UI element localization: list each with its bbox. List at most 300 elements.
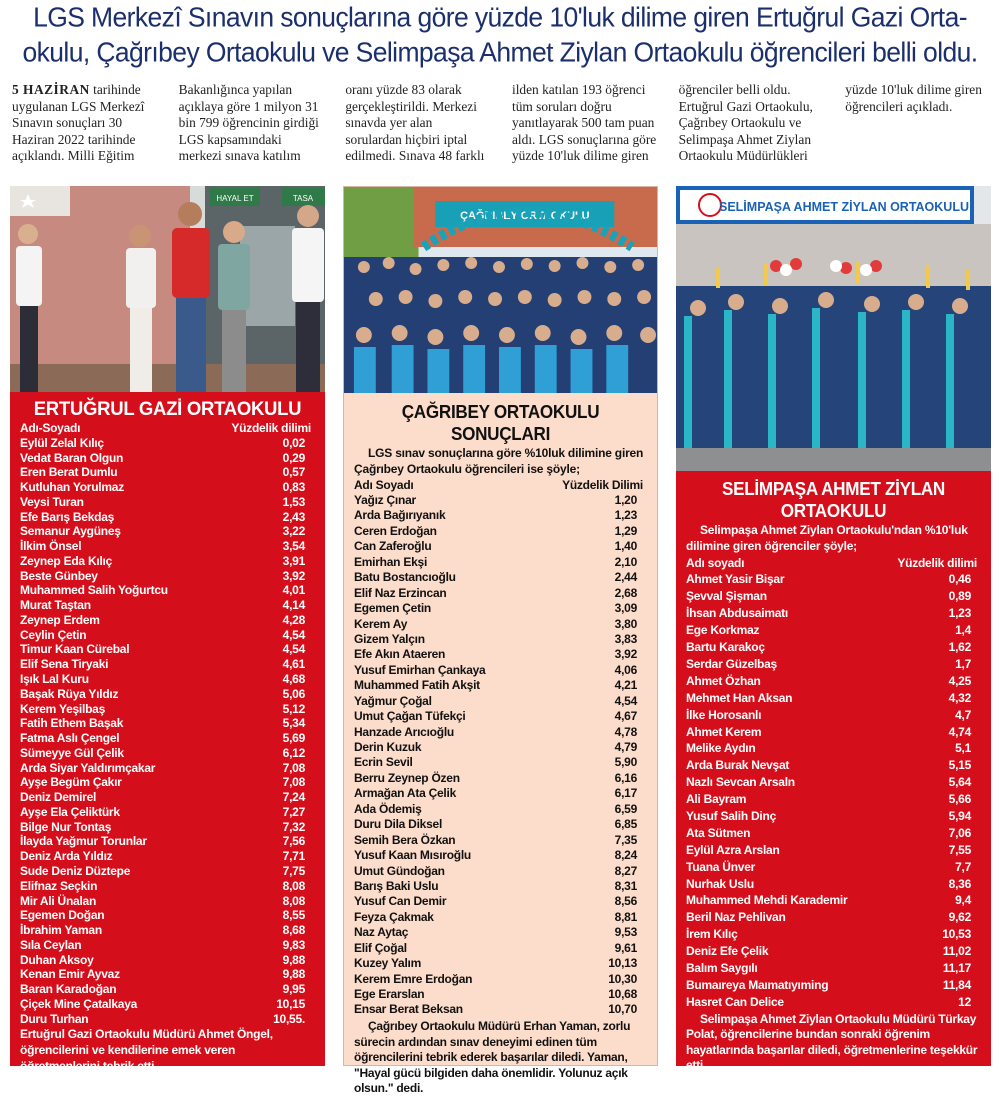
- percentile-value: 4,06: [614, 662, 637, 677]
- student-name: Duru Dila Diksel: [354, 817, 443, 832]
- percentile-value: 11,84: [942, 977, 971, 992]
- table-row: [20, 864, 315, 879]
- sign-tasa: TASA: [292, 194, 314, 203]
- percentile-value: 3,09: [614, 601, 637, 616]
- student-name: Çiçek Mine Çatalkaya: [20, 996, 138, 1011]
- student-name: Armağan Ata Çelik: [354, 786, 457, 801]
- percentile-value: 5,12: [282, 701, 305, 716]
- table-row: [20, 746, 315, 761]
- ertugrul-gazi-section: [10, 186, 325, 1073]
- table-row: [20, 938, 315, 953]
- percentile-value: 7,71: [282, 849, 305, 864]
- table-row: [686, 977, 981, 994]
- table-row: [686, 639, 981, 656]
- student-name: Ceren Erdoğan: [354, 523, 437, 538]
- student-name: Semanur Aygüneş: [20, 524, 121, 539]
- table-row: [354, 601, 647, 616]
- student-name: İrem Kılıç: [686, 927, 738, 942]
- percentile-value: 5,64: [948, 775, 971, 790]
- percentile-value: 8,81: [614, 909, 637, 924]
- student-name: Nazlı Sevcan Arsaln: [686, 775, 795, 790]
- percentile-value: 4,74: [948, 724, 971, 739]
- percentile-value: 4,78: [614, 724, 637, 739]
- selimpasa-graduation-photo: [676, 186, 991, 471]
- table-row: [354, 524, 647, 539]
- table-row: [20, 465, 315, 480]
- percentile-value: 5,69: [282, 731, 305, 746]
- student-name: Melike Aydın: [686, 741, 756, 756]
- student-name: İlayda Yağmur Torunlar: [20, 834, 147, 849]
- student-name: Kerem Emre Erdoğan: [354, 971, 473, 986]
- table-row: [20, 997, 315, 1012]
- percentile-value: 6,59: [614, 801, 637, 816]
- percentile-value: 8,31: [614, 878, 637, 893]
- table-row: [20, 554, 315, 569]
- sign-hayal-et: HAYAL ET: [216, 194, 254, 203]
- student-name: Ayşe Ela Çeliktürk: [20, 804, 120, 819]
- table-row: [354, 539, 647, 554]
- student-name: Ceylin Çetin: [20, 627, 87, 642]
- author-signature: Renginar SALİ: [898, 1076, 981, 1091]
- student-name: Tuana Ünver: [686, 859, 756, 874]
- table-row: [686, 757, 981, 774]
- table-row: [686, 994, 981, 1011]
- table-row: [20, 834, 315, 849]
- percentile-value: 7,7: [955, 859, 971, 874]
- percentile-value: 7,56: [282, 834, 305, 849]
- table-row: [354, 1002, 647, 1017]
- student-name: Vedat Baran Olgun: [20, 450, 124, 465]
- student-name: Kerem Ay: [354, 616, 408, 631]
- table-row: [354, 755, 647, 770]
- student-name: Elifnaz Seçkin: [20, 878, 98, 893]
- table-row: [20, 702, 315, 717]
- student-name: Bilge Nur Tontaş: [20, 819, 112, 834]
- percentile-value: 3,83: [614, 631, 637, 646]
- student-name: Muhammed Mehdi Karademir: [686, 893, 848, 908]
- student-name: Can Zaferoğlu: [354, 539, 432, 554]
- table-row: [686, 571, 981, 588]
- student-name: Hasret Can Delice: [686, 994, 784, 1009]
- percentile-value: 0,89: [948, 589, 971, 604]
- table-row: [20, 967, 315, 982]
- student-name: Yusuf Can Demir: [354, 894, 447, 909]
- intro-body: tarihinde uygulanan LGS Merkezî Sınavın sonuçları 30 Haziran 2022 tarihinde açıklandı. Milli Eğitim Bakanlığınca yapılan açıklaya göre 1 milyon 31 bin 799 öğrencinin girdiği LGS kapsamındaki merkezi sınava katılım oranı yüzde 83 olarak gerçekleştirildi. Merkezi sınavda yer alan sorulardan hiçbiri iptal edilmedi. Sınava 48 farklı ilden katılan 193 öğrenci tüm soruları doğru yanıtlayarak 500 tam puan aldı. LGS sonuçlarına göre yüzde 10'luk dilime giren öğrenciler belli oldu. Ertuğrul Gazi Ortaokulu, Çağrıbey Ortaokulu ve Selimpaşa Ahmet Ziylan Ortaokulu Müdürlükleri yüzde 10'luk dilime giren öğrencileri açıkladı.: [12, 82, 982, 163]
- table-row: [20, 480, 315, 495]
- student-name: Baran Karadoğan: [20, 982, 117, 997]
- percentile-value: 7,24: [282, 790, 305, 805]
- table-row: [354, 771, 647, 786]
- percentile-value: 4,25: [948, 673, 971, 688]
- table-row: [20, 451, 315, 466]
- percentile-value: 4,32: [948, 690, 971, 705]
- student-name: Elif Sena Tiryaki: [20, 657, 109, 672]
- cagribey-col-name: Adı Soyadı: [354, 477, 414, 492]
- student-name: Efe Akın Ataeren: [354, 647, 446, 662]
- student-name: Mehmet Han Aksan: [686, 690, 793, 705]
- selimpasa-intro: Selimpaşa Ahmet Ziylan Ortaokulu'ndan %10'luk dilimine giren öğrenciler şöyle;: [686, 523, 968, 553]
- percentile-value: 9,4: [955, 893, 971, 908]
- percentile-value: 5,94: [948, 808, 971, 823]
- table-row: [686, 892, 981, 909]
- table-row: [354, 586, 647, 601]
- student-name: Ensar Berat Beksan: [354, 1002, 463, 1017]
- table-row: [20, 628, 315, 643]
- student-name: Eylül Zelal Kılıç: [20, 435, 104, 450]
- percentile-value: 4,01: [282, 583, 305, 598]
- percentile-value: 5,66: [948, 792, 971, 807]
- student-name: Feyza Çakmak: [354, 909, 434, 924]
- student-name: Arda Burak Nevşat: [686, 758, 790, 773]
- percentile-value: 1,20: [614, 493, 637, 508]
- percentile-value: 4,67: [614, 709, 637, 724]
- percentile-value: 11,02: [942, 944, 971, 959]
- student-name: Ege Erarslan: [354, 987, 425, 1002]
- table-row: [354, 493, 647, 508]
- student-name: Naz Aytaç: [354, 925, 409, 940]
- student-name: Muhammed Fatih Akşit: [354, 678, 480, 693]
- percentile-value: 10,53: [942, 927, 971, 942]
- table-row: [686, 605, 981, 622]
- percentile-value: 11,17: [942, 960, 971, 975]
- table-row: [20, 598, 315, 613]
- table-row: [20, 953, 315, 968]
- percentile-value: 1,62: [948, 640, 971, 655]
- percentile-value: 7,55: [948, 842, 971, 857]
- student-name: Batu Bostancıoğlu: [354, 570, 456, 585]
- student-name: İlke Horosanlı: [686, 707, 762, 722]
- student-name: Derin Kuzuk: [354, 740, 422, 755]
- table-row: [354, 709, 647, 724]
- percentile-value: 5,1: [955, 741, 971, 756]
- percentile-value: 9,53: [614, 925, 637, 940]
- percentile-value: 4,14: [282, 598, 305, 613]
- table-row: [354, 817, 647, 832]
- student-name: Veysi Turan: [20, 494, 84, 509]
- student-name: Sümeyye Gül Çelik: [20, 745, 124, 760]
- table-row: [354, 663, 647, 678]
- intro-text: [12, 82, 990, 182]
- table-row: [686, 926, 981, 943]
- student-name: Işık Lal Kuru: [20, 672, 89, 687]
- percentile-value: 10,55.: [273, 1011, 305, 1026]
- student-name: Yusuf Emirhan Çankaya: [354, 662, 486, 677]
- table-row: [20, 775, 315, 790]
- student-name: Yağız Çınar: [354, 493, 416, 508]
- table-row: [20, 583, 315, 598]
- percentile-value: 4,28: [282, 612, 305, 627]
- student-name: Arda Siyar Yaldırımçakar: [20, 760, 156, 775]
- student-name: Duru Turhan: [20, 1011, 89, 1026]
- student-name: Bumaıreya Maımatıyıming: [686, 977, 829, 992]
- selimpasa-results-box: [676, 478, 991, 1091]
- student-name: Beril Naz Pehlivan: [686, 910, 786, 925]
- table-row: [354, 647, 647, 662]
- student-name: Ali Bayram: [686, 792, 747, 807]
- percentile-value: 9,61: [614, 940, 637, 955]
- student-name: Deniz Demirel: [20, 790, 97, 805]
- percentile-value: 0,02: [282, 435, 305, 450]
- table-row: [20, 436, 315, 451]
- student-name: Eren Berat Dumlu: [20, 465, 118, 480]
- table-row: [354, 987, 647, 1002]
- student-name: Şevval Şişman: [686, 589, 767, 604]
- percentile-value: 2,44: [614, 570, 637, 585]
- student-name: Hanzade Arıcıoğlu: [354, 724, 454, 739]
- student-name: Ahmet Özhan: [686, 673, 761, 688]
- percentile-value: 0,57: [282, 465, 305, 480]
- percentile-value: 4,68: [282, 672, 305, 687]
- student-name: Yağmur Çoğal: [354, 693, 432, 708]
- percentile-value: 7,08: [282, 760, 305, 775]
- student-name: Fatih Ethem Başak: [20, 716, 124, 731]
- student-name: Sude Deniz Düztepe: [20, 863, 131, 878]
- student-name: Berru Zeynep Özen: [354, 770, 460, 785]
- table-row: [20, 894, 315, 909]
- percentile-value: 5,90: [614, 755, 637, 770]
- percentile-value: 8,68: [282, 923, 305, 938]
- student-name: Ege Korkmaz: [686, 623, 760, 638]
- table-row: [20, 908, 315, 923]
- table-row: [20, 657, 315, 672]
- table-row: [20, 805, 315, 820]
- table-row: [20, 510, 315, 525]
- table-row: [20, 820, 315, 835]
- percentile-value: 1,23: [614, 508, 637, 523]
- table-row: [20, 982, 315, 997]
- selimpasa-header-row: [686, 555, 981, 572]
- cagribey-results-box: [344, 401, 657, 1096]
- table-row: [686, 724, 981, 741]
- selimpasa-title: SELİMPAŞA AHMET ZİYLAN ORTAOKULU: [721, 479, 945, 521]
- student-name: Başak Rüya Yıldız: [20, 686, 119, 701]
- percentile-value: 4,54: [282, 642, 305, 657]
- ertugrul-students-photo: [10, 186, 325, 392]
- percentile-value: 7,32: [282, 819, 305, 834]
- table-row: [686, 622, 981, 639]
- student-name: Kenan Emir Ayvaz: [20, 967, 120, 982]
- student-name: Nurhak Uslu: [686, 876, 754, 891]
- percentile-value: 5,06: [282, 686, 305, 701]
- student-name: Kerem Yeşilbaş: [20, 701, 106, 716]
- percentile-value: 0,46: [948, 572, 971, 587]
- table-row: [686, 740, 981, 757]
- student-name: Sıla Ceylan: [20, 937, 82, 952]
- percentile-value: 7,06: [948, 825, 971, 840]
- percentile-value: 6,12: [282, 745, 305, 760]
- table-row: [20, 495, 315, 510]
- selimpasa-closing: Selimpaşa Ahmet Ziylan Ortaokulu Müdürü Türkay Polat, öğrencilerine bundan sonraki öğrenim hayatlarında başarılar diledi, öğretmenlerine teşekkür etti.: [686, 1011, 978, 1073]
- table-row: [354, 802, 647, 817]
- student-name: Duhan Aksoy: [20, 952, 94, 967]
- percentile-value: 1,53: [282, 494, 305, 509]
- cagribey-header-row: [354, 478, 647, 493]
- ertugrul-results-box: [10, 398, 325, 1073]
- intro-dateline: 5 HAZİRAN: [12, 82, 90, 97]
- percentile-value: 1,40: [614, 539, 637, 554]
- table-row: [354, 694, 647, 709]
- percentile-value: 9,83: [282, 937, 305, 952]
- student-name: Egemen Çetin: [354, 601, 432, 616]
- student-name: Mir Ali Ünalan: [20, 893, 97, 908]
- percentile-value: 10,68: [608, 987, 637, 1002]
- ertugrul-results-list: [20, 436, 315, 1027]
- percentile-value: 4,54: [282, 627, 305, 642]
- percentile-value: 3,92: [614, 647, 637, 662]
- cagribey-intro: LGS sınav sonuçlarına göre %10luk dilimine giren Çağrıbey Ortaokulu öğrencileri ise şöyle;: [354, 446, 644, 476]
- percentile-value: 4,54: [614, 693, 637, 708]
- percentile-value: 8,08: [282, 878, 305, 893]
- student-name: Timur Kaan Cürebal: [20, 642, 130, 657]
- student-name: Elif Çoğal: [354, 940, 407, 955]
- student-name: Deniz Arda Yıldız: [20, 849, 113, 864]
- student-name: Egemen Doğan: [20, 908, 105, 923]
- percentile-value: 8,24: [614, 848, 637, 863]
- table-row: [686, 876, 981, 893]
- table-row: [354, 555, 647, 570]
- table-row: [686, 842, 981, 859]
- table-row: [686, 707, 981, 724]
- cagribey-banner-text: ÇAĞRIBEY ORTAOKULU: [460, 209, 590, 223]
- percentile-value: 1,4: [955, 623, 971, 638]
- selimpasa-results-list: [686, 571, 981, 1010]
- percentile-value: 5,15: [948, 758, 971, 773]
- percentile-value: 1,23: [948, 606, 971, 621]
- student-name: İhsan Abdusaimatı: [686, 606, 788, 621]
- student-name: Ada Ödemiş: [354, 801, 422, 816]
- table-row: [354, 956, 647, 971]
- percentile-value: 10,30: [608, 971, 637, 986]
- student-name: Deniz Efe Çelik: [686, 944, 769, 959]
- ertugrul-header-row: [20, 421, 315, 436]
- table-row: [686, 943, 981, 960]
- table-row: [354, 941, 647, 956]
- table-row: [20, 923, 315, 938]
- table-row: [686, 808, 981, 825]
- percentile-value: 8,08: [282, 893, 305, 908]
- table-row: [20, 687, 315, 702]
- percentile-value: 2,43: [282, 509, 305, 524]
- percentile-value: 4,61: [282, 657, 305, 672]
- percentile-value: 2,10: [614, 554, 637, 569]
- table-row: [20, 731, 315, 746]
- student-name: Serdar Güzelbaş: [686, 656, 777, 671]
- table-row: [354, 894, 647, 909]
- student-name: Gizem Yalçın: [354, 631, 425, 646]
- student-name: Balım Saygılı: [686, 960, 758, 975]
- student-name: İlkim Önsel: [20, 539, 82, 554]
- table-row: [354, 617, 647, 632]
- percentile-value: 6,85: [614, 817, 637, 832]
- cagribey-graduation-photo: [344, 187, 657, 393]
- percentile-value: 9,95: [282, 982, 305, 997]
- table-row: [20, 539, 315, 554]
- percentile-value: 10,70: [608, 1002, 637, 1017]
- table-row: [20, 569, 315, 584]
- percentile-value: 12: [958, 994, 971, 1009]
- selimpasa-col-name: Adı soyadı: [686, 555, 745, 570]
- table-row: [20, 790, 315, 805]
- percentile-value: 4,79: [614, 740, 637, 755]
- table-row: [354, 925, 647, 940]
- percentile-value: 7,08: [282, 775, 305, 790]
- student-name: Arda Bağırıyanık: [354, 508, 446, 523]
- table-row: [354, 740, 647, 755]
- ertugrul-title: ERTUĞRUL GAZİ ORTAOKULU: [33, 398, 302, 420]
- table-row: [20, 879, 315, 894]
- table-row: [20, 642, 315, 657]
- student-name: Umut Gündoğan: [354, 863, 445, 878]
- table-row: [354, 848, 647, 863]
- student-name: Elif Naz Erzincan: [354, 585, 447, 600]
- percentile-value: 4,7: [955, 707, 971, 722]
- percentile-value: 2,68: [614, 585, 637, 600]
- table-row: [686, 690, 981, 707]
- ertugrul-closing: Ertuğrul Gazi Ortaokulu Müdürü Ahmet Öngel, öğrencilerini ve kendilerine emek veren öğretmenlerini tebrik etti.: [20, 1027, 273, 1073]
- table-row: [354, 508, 647, 523]
- ertugrul-col-name: Adı-Soyadı: [20, 421, 81, 435]
- table-row: [686, 859, 981, 876]
- table-row: [686, 673, 981, 690]
- percentile-value: 9,88: [282, 952, 305, 967]
- selimpasa-col-value: Yüzdelik dilimi: [897, 555, 977, 570]
- student-name: Beste Günbey: [20, 568, 98, 583]
- student-name: Kutluhan Yorulmaz: [20, 480, 124, 495]
- table-row: [354, 910, 647, 925]
- percentile-value: 1,7: [955, 656, 971, 671]
- table-row: [354, 972, 647, 987]
- percentile-value: 3,91: [282, 553, 305, 568]
- table-row: [686, 825, 981, 842]
- table-row: [20, 716, 315, 731]
- table-row: [686, 960, 981, 977]
- percentile-value: 6,16: [614, 770, 637, 785]
- student-name: Ahmet Yasir Bişar: [686, 572, 785, 587]
- percentile-value: 8,36: [948, 876, 971, 891]
- cagribey-results-list: [354, 493, 647, 1018]
- cagribey-col-value: Yüzdelik Dilimi: [562, 477, 643, 492]
- table-row: [354, 833, 647, 848]
- percentile-value: 3,80: [614, 616, 637, 631]
- table-row: [20, 761, 315, 776]
- percentile-value: 7,35: [614, 832, 637, 847]
- student-name: Bartu Karakoç: [686, 640, 765, 655]
- percentile-value: 3,92: [282, 568, 305, 583]
- percentile-value: 10,13: [608, 956, 637, 971]
- headline: LGS Merkezî Sınavın sonuçlarına göre yüzde 10'luk dilime giren Ertuğrul Gazi Orta-okulu, Çağrıbey Ortaokulu ve Selimpaşa Ahmet Ziylan Ortaokulu öğrencileri belli oldu.: [22, 1, 978, 68]
- student-name: Barış Baki Uslu: [354, 878, 439, 893]
- table-row: [20, 672, 315, 687]
- table-row: [20, 613, 315, 628]
- student-name: Murat Taştan: [20, 598, 91, 613]
- ertugrul-col-value: Yüzdelik dilimi: [231, 421, 311, 435]
- student-name: Zeynep Eda Kılıç: [20, 553, 113, 568]
- student-name: İbrahim Yaman: [20, 923, 102, 938]
- cagribey-closing: Çağrıbey Ortaokulu Müdürü Erhan Yaman, zorlu sürecin ardından sınav deneyimi edinen tüm öğrencilerini tebrik ederek başarılar diledi. Yaman, "Hayal gücü bilgiden daha önemlidir. Yolunuz açık olsun." dedi.: [354, 1018, 631, 1096]
- table-row: [354, 725, 647, 740]
- student-name: Muhammed Salih Yoğurtcu: [20, 583, 168, 598]
- student-name: Kuzey Yalım: [354, 956, 422, 971]
- student-name: Yusuf Salih Dinç: [686, 808, 777, 823]
- student-name: Fatma Aslı Çengel: [20, 731, 120, 746]
- percentile-value: 10,15: [276, 996, 305, 1011]
- cagribey-section: [343, 186, 658, 1096]
- percentile-value: 5,34: [282, 716, 305, 731]
- student-name: Ata Sütmen: [686, 825, 751, 840]
- table-row: [686, 656, 981, 673]
- table-row: [686, 791, 981, 808]
- table-row: [354, 864, 647, 879]
